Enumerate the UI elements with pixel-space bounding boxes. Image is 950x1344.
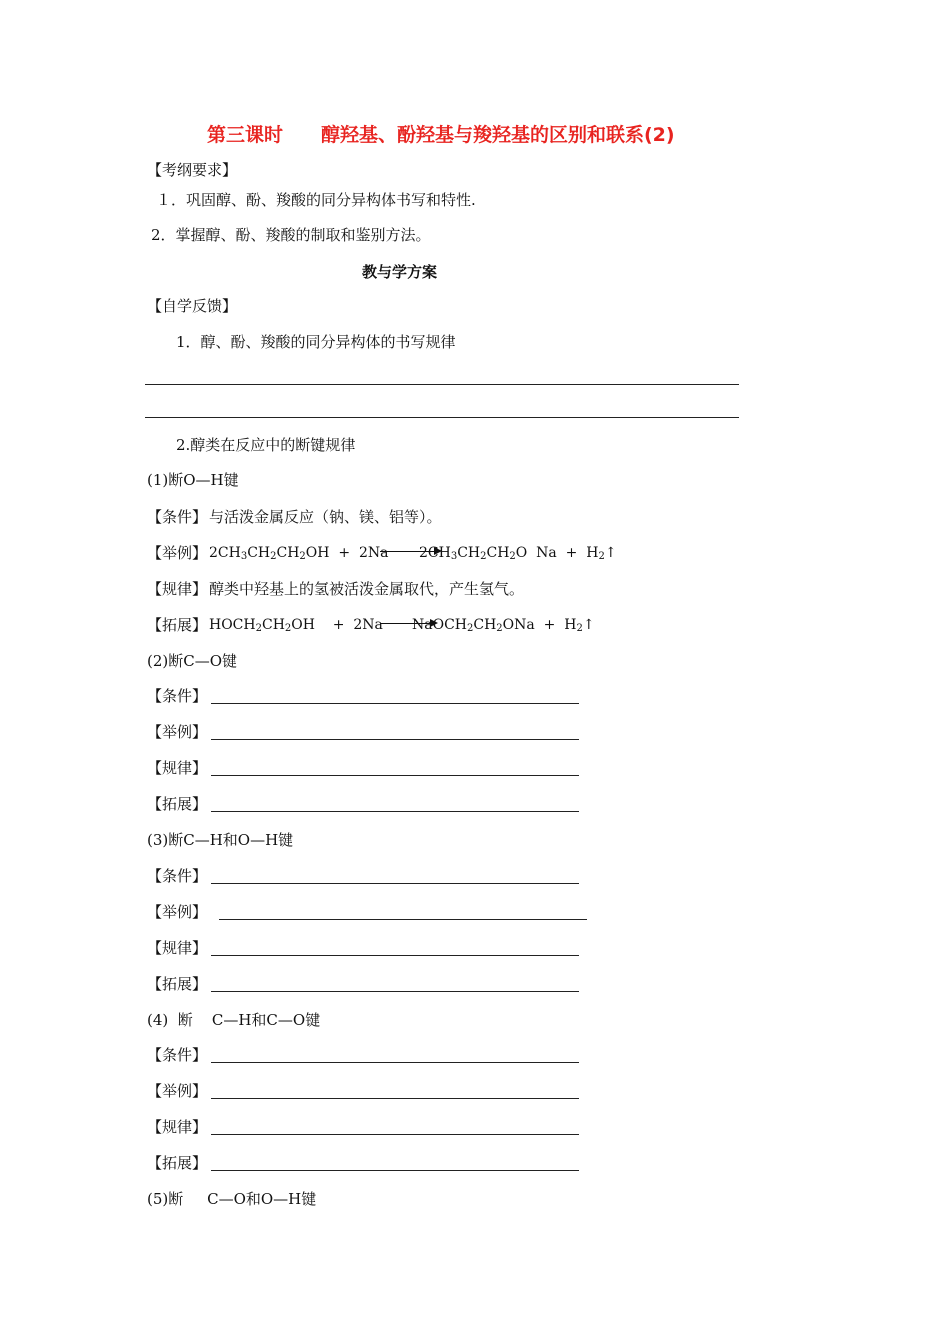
example-label: 【举例】 (147, 1082, 208, 1100)
example-label: 【举例】 (147, 544, 208, 562)
feedback-question-2: 2.醇类在反应中的断键规律 (176, 436, 356, 454)
fill-blank-line[interactable] (211, 955, 579, 956)
extension-label: 【拓展】 (147, 1154, 208, 1172)
fill-blank-line[interactable] (211, 1062, 579, 1063)
condition-label: 【条件】 (147, 867, 208, 885)
page-title: 第三课时 醇羟基、酚羟基与羧羟基的区别和联系(2) (207, 124, 675, 146)
rule-label: 【规律】 (147, 939, 208, 957)
rule-text: 醇类中羟基上的氢被活泼金属取代，产生氢气。 (209, 580, 525, 598)
gas-up-arrow-icon: ↑ (604, 545, 617, 561)
requirements-heading: 【考纲要求】 (147, 161, 238, 179)
example-products: $2CH_3CH_2CH_2O$ $Na + H_2↑$ (419, 545, 617, 562)
feedback-question-1: 1．醇、酚、羧酸的同分异构体的书写规律 (176, 333, 456, 351)
example-label: 【举例】 (147, 903, 208, 921)
plan-heading: 教与学方案 (362, 263, 438, 281)
extension-products: $NaOCH_2CH_2ONa$ + $H_2↑$ (412, 617, 595, 634)
fill-blank-line[interactable] (211, 1098, 579, 1099)
fill-blank-line[interactable] (211, 991, 579, 992)
section-1-heading: (1)断O—H键 (147, 471, 239, 489)
example-reactants: $2CH_3CH_2CH_2OH + 2Na$ (209, 545, 389, 562)
fill-blank-line[interactable] (211, 739, 579, 740)
condition-label: 【条件】 (147, 508, 208, 526)
section-2-heading: (2)断C—O键 (147, 652, 238, 670)
feedback-heading: 【自学反馈】 (147, 297, 238, 315)
extension-reactants: $HOCH_2CH_2OH$ + 2Na (209, 617, 383, 634)
answer-line (145, 384, 739, 385)
answer-line (145, 417, 739, 418)
extension-label: 【拓展】 (147, 616, 208, 634)
requirement-item-1: １．巩固醇、酚、羧酸的同分异构体书写和特性. (156, 191, 476, 209)
rule-label: 【规律】 (147, 1118, 208, 1136)
fill-blank-line[interactable] (219, 919, 587, 920)
requirement-item-2: 2．掌握醇、酚、羧酸的制取和鉴别方法。 (151, 226, 431, 244)
fill-blank-line[interactable] (211, 1134, 579, 1135)
condition-label: 【条件】 (147, 1046, 208, 1064)
section-5-heading: (5)断 C—O和O—H键 (147, 1190, 317, 1208)
fill-blank-line[interactable] (211, 811, 579, 812)
gas-up-arrow-icon: ↑ (582, 617, 595, 633)
extension-label: 【拓展】 (147, 795, 208, 813)
condition-label: 【条件】 (147, 687, 208, 705)
section-4-heading: (4) 断 C—H和C—O键 (147, 1011, 321, 1029)
condition-text: 与活泼金属反应（钠、镁、铝等）。 (209, 508, 442, 526)
section-3-heading: (3)断C—H和O—H键 (147, 831, 294, 849)
fill-blank-line[interactable] (211, 883, 579, 884)
extension-label: 【拓展】 (147, 975, 208, 993)
example-label: 【举例】 (147, 723, 208, 741)
fill-blank-line[interactable] (211, 775, 579, 776)
rule-label: 【规律】 (147, 580, 208, 598)
rule-label: 【规律】 (147, 759, 208, 777)
fill-blank-line[interactable] (211, 703, 579, 704)
fill-blank-line[interactable] (211, 1170, 579, 1171)
